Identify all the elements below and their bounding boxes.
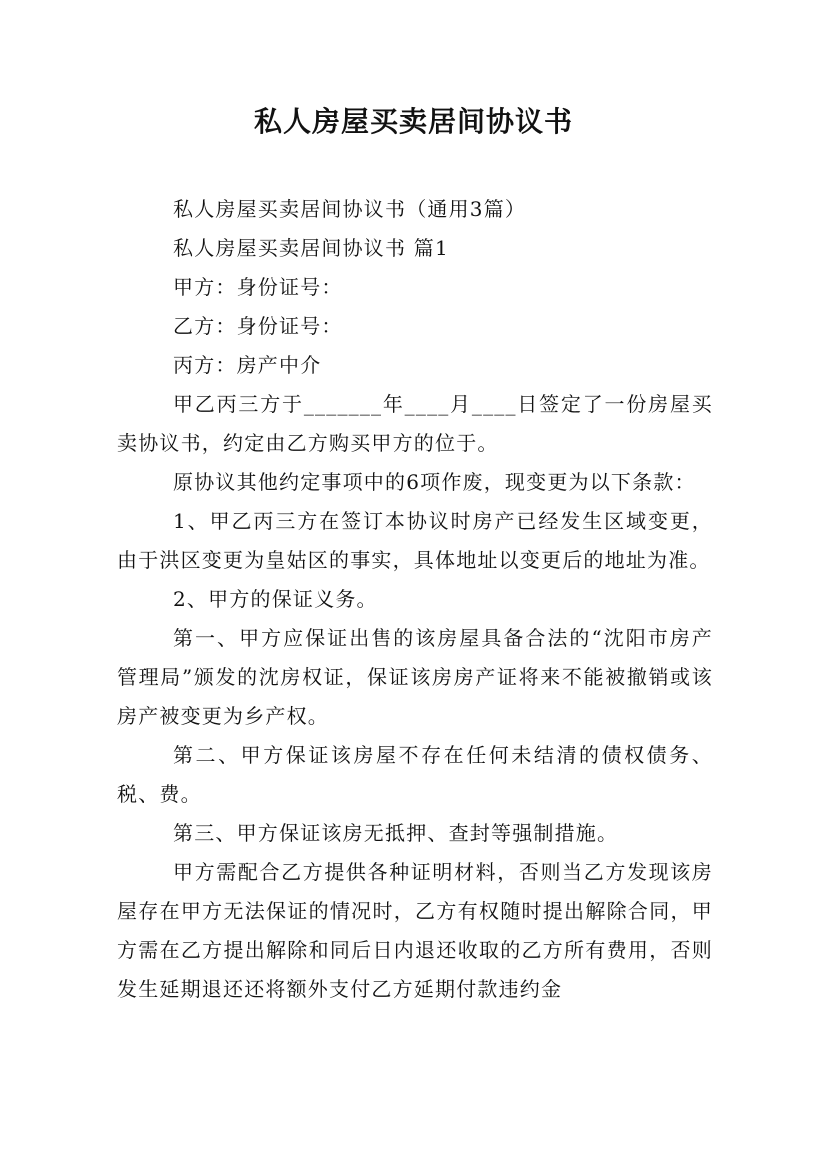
paragraph-subtitle: 私人房屋买卖居间协议书（通用3篇） [173, 197, 527, 221]
paragraph-clause-1: 1、甲乙丙三方在签订本协议时房产已经发生区域变更，由于洪区变更为皇姑区的事实，具体地址以变更后的地址为准。 [117, 509, 713, 572]
paragraph-clause-2: 2、甲方的保证义务。 [173, 587, 378, 611]
document-body [117, 190, 713, 1009]
paragraph-guarantee-first: 第一、甲方应保证出售的该房屋具备合法的“沈阳市房产管理局”颁发的沈房权证，保证该房房产证将来不能被撤销或该房产被变更为乡产权。 [117, 626, 713, 728]
paragraph-party-c: 丙方：房产中介 [173, 353, 322, 377]
paragraph-party-b: 乙方：身份证号： [173, 314, 343, 338]
document-title: 私人房屋买卖居间协议书 [253, 105, 573, 138]
paragraph-amendment-intro: 原协议其他约定事项中的6项作废，现变更为以下条款： [173, 470, 696, 494]
paragraph-guarantee-second: 第二、甲方保证该房屋不存在任何未结清的债权债务、税、费。 [117, 743, 713, 806]
paragraph-party-a: 甲方：身份证号： [173, 275, 343, 299]
paragraph-cooperation: 甲方需配合乙方提供各种证明材料，否则当乙方发现该房屋存在甲方无法保证的情况时，乙方有权随时提出解除合同，甲方需在乙方提出解除和同后日内退还收取的乙方所有费用，否则发生延期退还还将额外支付乙方延期付款违约金 [117, 860, 713, 1001]
paragraph-agreement-date: 甲乙丙三方于_______年____月____日签定了一份房屋买卖协议书，约定由乙方购买甲方的位于。 [117, 392, 713, 455]
paragraph-guarantee-third: 第三、甲方保证该房无抵押、查封等强制措施。 [173, 821, 619, 845]
paragraph-section-heading: 私人房屋买卖居间协议书 篇1 [173, 236, 449, 260]
